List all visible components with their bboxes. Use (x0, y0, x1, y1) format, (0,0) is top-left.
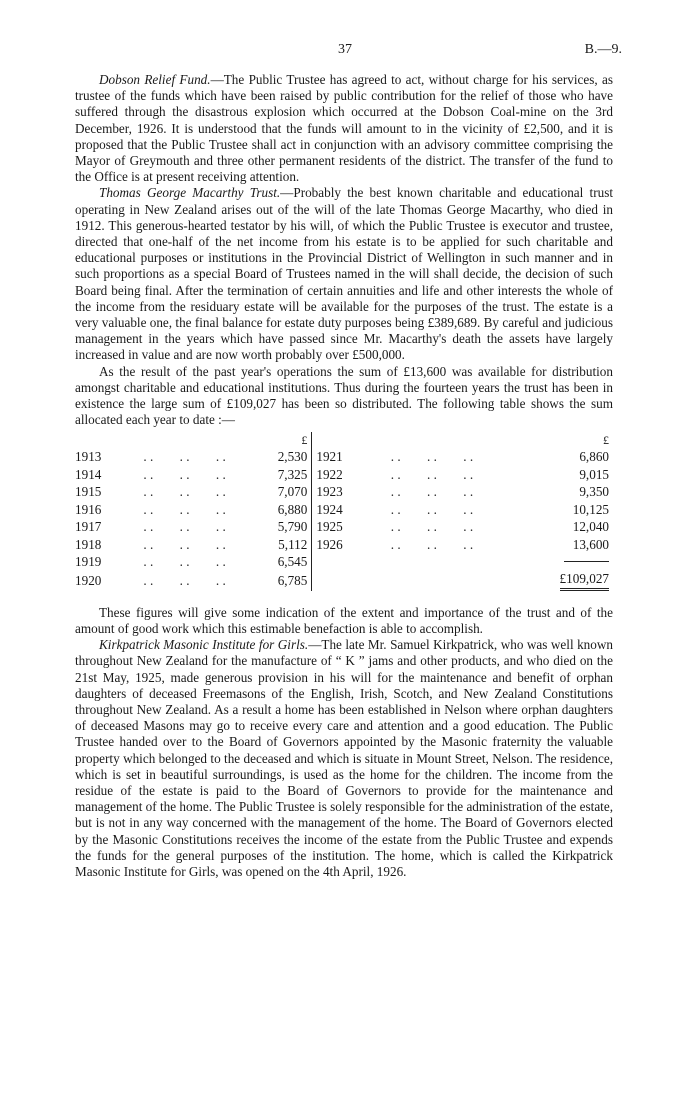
year-cell: 1915 (75, 484, 102, 500)
dot-leader: . . . . . . (143, 536, 226, 552)
table-row (75, 570, 613, 590)
dot-leader: . . . . . . (390, 449, 474, 465)
table-row (75, 448, 613, 465)
dot-leader: . . . . . . (390, 466, 474, 482)
year-cell: 1926 (316, 536, 343, 552)
paragraph-result: As the result of the past year's operations the sum of £13,600 was available for distribution amongst charitable and educational institutions. Thus during the fourteen years the trust has been in existence the large sum of £109,027 has been so distributed. The following table shows the sum allocated each year to date :— (75, 363, 613, 428)
amount-cell: 9,015 (579, 466, 609, 482)
table-row (75, 501, 613, 518)
amount-cell: 10,125 (572, 501, 609, 517)
dot-leader: . . . . . . (143, 449, 226, 465)
page-number: 37 (338, 42, 352, 57)
dot-leader: . . . . . . (390, 536, 474, 552)
amount-cell: 6,545 (254, 553, 312, 570)
dot-leader: . . . . . . (390, 519, 474, 535)
heading-macarthy: Thomas George Macarthy Trust. (99, 185, 281, 201)
dot-leader: . . . . . . (143, 572, 226, 588)
paragraph-dobson (75, 72, 613, 185)
text-macarthy: —Probably the best known charitable and educational trust operating in New Zealand arises out of the will of the late Thomas George Macarthy, who died in 1912. This generous-hearted testator by his will, of which the Public Trustee is executor and trustee, directed that one-half of the net income from his estate is to be applied for such charitable and educational purposes or institutions in the Provincial District of Wellington in such manner and in such proportions as a special Board of Trustees named in the will shall decide, the decision of such Board being final. After the termination of certain annuities and life and other interests the whole of the income from the residuary estate will be available for the purposes of the trust. The estate is a very valuable one, the final balance for estate duty purposes being £389,689. By careful and judicious management in the years which have passed since Mr. Macarthy's death the assets have largely increased in value and are now worth probably over £500,000. (75, 185, 613, 363)
dot-leader: . . . . . . (143, 519, 226, 535)
table-row (75, 518, 613, 535)
dot-leader: . . . . . . (143, 484, 226, 500)
amount-cell: 9,350 (579, 484, 609, 500)
amount-cell: 2,530 (254, 448, 312, 465)
allocation-table (75, 432, 613, 590)
page-header (75, 42, 622, 64)
dot-leader: . . . . . . (143, 501, 226, 517)
paragraph-macarthy (75, 185, 613, 363)
text-kirkpatrick: —The late Mr. Samuel Kirkpatrick, who was well known throughout New Zealand for the manufacture of “ K ” jams and other products, and who died on the 21st May, 1925, made generous provision in his will for the maintenance and benefit of orphan daughters of deceased Freemasons of the English, Irish, Scotch, and New Zealand Constitutions throughout New Zealand. As a result a home has been established in Nelson where orphan daughters of deceased Masons may go to receive every care and attention and a good education. The Public Trustee handed over to the Board of Governors appointed by the Masonic fraternity the valuable property which belonged to the deceased and which is situate in Mount Street, Nelson. The residence, which is set in beautiful surroundings, is used as the home for the children. The income from the residue of the estate is paid to the Board of Governors to provide for the maintenance and management of the home. The Public Trustee is solely responsible for the administration of the estate, but is not in any way concerned with the management of the home. The Board of Governors elected by the Masonic Constitutions receives the income of the estate from the Public Trustee and expends the funds for the general purposes of the institution. The home, which is called the Kirkpatrick Masonic Institute for Girls, was opened on the 4th April, 1926. (75, 637, 613, 879)
amount-cell: 13,600 (572, 536, 609, 552)
amount-cell: 5,790 (254, 518, 312, 535)
year-cell: 1924 (316, 501, 343, 517)
amount-cell: 6,785 (254, 570, 312, 590)
total-amount: £109,027 (560, 570, 609, 590)
document-reference: B.—9. (584, 42, 622, 57)
table-row (75, 466, 613, 483)
amount-cell: 5,112 (254, 536, 312, 553)
currency-right: £ (603, 433, 609, 448)
amount-cell: 7,325 (254, 466, 312, 483)
year-cell: 1913 (75, 449, 102, 465)
table-currency-row (75, 432, 613, 448)
year-cell: 1917 (75, 519, 102, 535)
heading-kirkpatrick: Kirkpatrick Masonic Institute for Girls. (99, 637, 309, 653)
year-cell: 1920 (75, 572, 102, 588)
paragraph-kirkpatrick (75, 637, 613, 880)
total-rule (564, 561, 609, 562)
dot-leader: . . . . . . (390, 484, 474, 500)
year-cell: 1925 (316, 519, 343, 535)
year-cell: 1921 (316, 449, 343, 465)
document-page (75, 42, 622, 880)
table-row (75, 536, 613, 553)
year-cell: 1919 (75, 553, 102, 569)
year-cell: 1916 (75, 501, 102, 517)
text-dobson: —The Public Trustee has agreed to act, without charge for his services, as trustee of the funds which have been raised by public contribution for the relief of those who have suffered through the disastrous explosion which occurred at the Dobson Coal-mine on the 3rd December, 1926. It is understood that the funds will amount to in the vicinity of £2,500, and it is proposed that the Public Trustee shall act in conjunction with an advisory committee comprising the Mayor of Greymouth and three other permanent residents of the district. The transfer of the fund to the Office is at present receiving attention. (75, 72, 613, 185)
dot-leader: . . . . . . (143, 553, 226, 569)
table-row (75, 483, 613, 500)
amount-cell: 7,070 (254, 483, 312, 500)
amount-cell: 6,880 (254, 501, 312, 518)
dot-leader: . . . . . . (143, 466, 226, 482)
heading-dobson: Dobson Relief Fund. (99, 72, 211, 87)
paragraph-figures: These figures will give some indication of the extent and importance of the trust and of the amount of good work which this estimable benefaction is able to accomplish. (75, 604, 613, 636)
dot-leader: . . . . . . (390, 501, 474, 517)
currency-left: £ (254, 432, 312, 448)
table-row (75, 553, 613, 570)
year-cell: 1914 (75, 466, 102, 482)
year-cell: 1922 (316, 466, 343, 482)
amount-cell: 6,860 (579, 449, 609, 465)
year-cell: 1918 (75, 536, 102, 552)
year-cell: 1923 (316, 484, 343, 500)
amount-cell: 12,040 (572, 519, 609, 535)
